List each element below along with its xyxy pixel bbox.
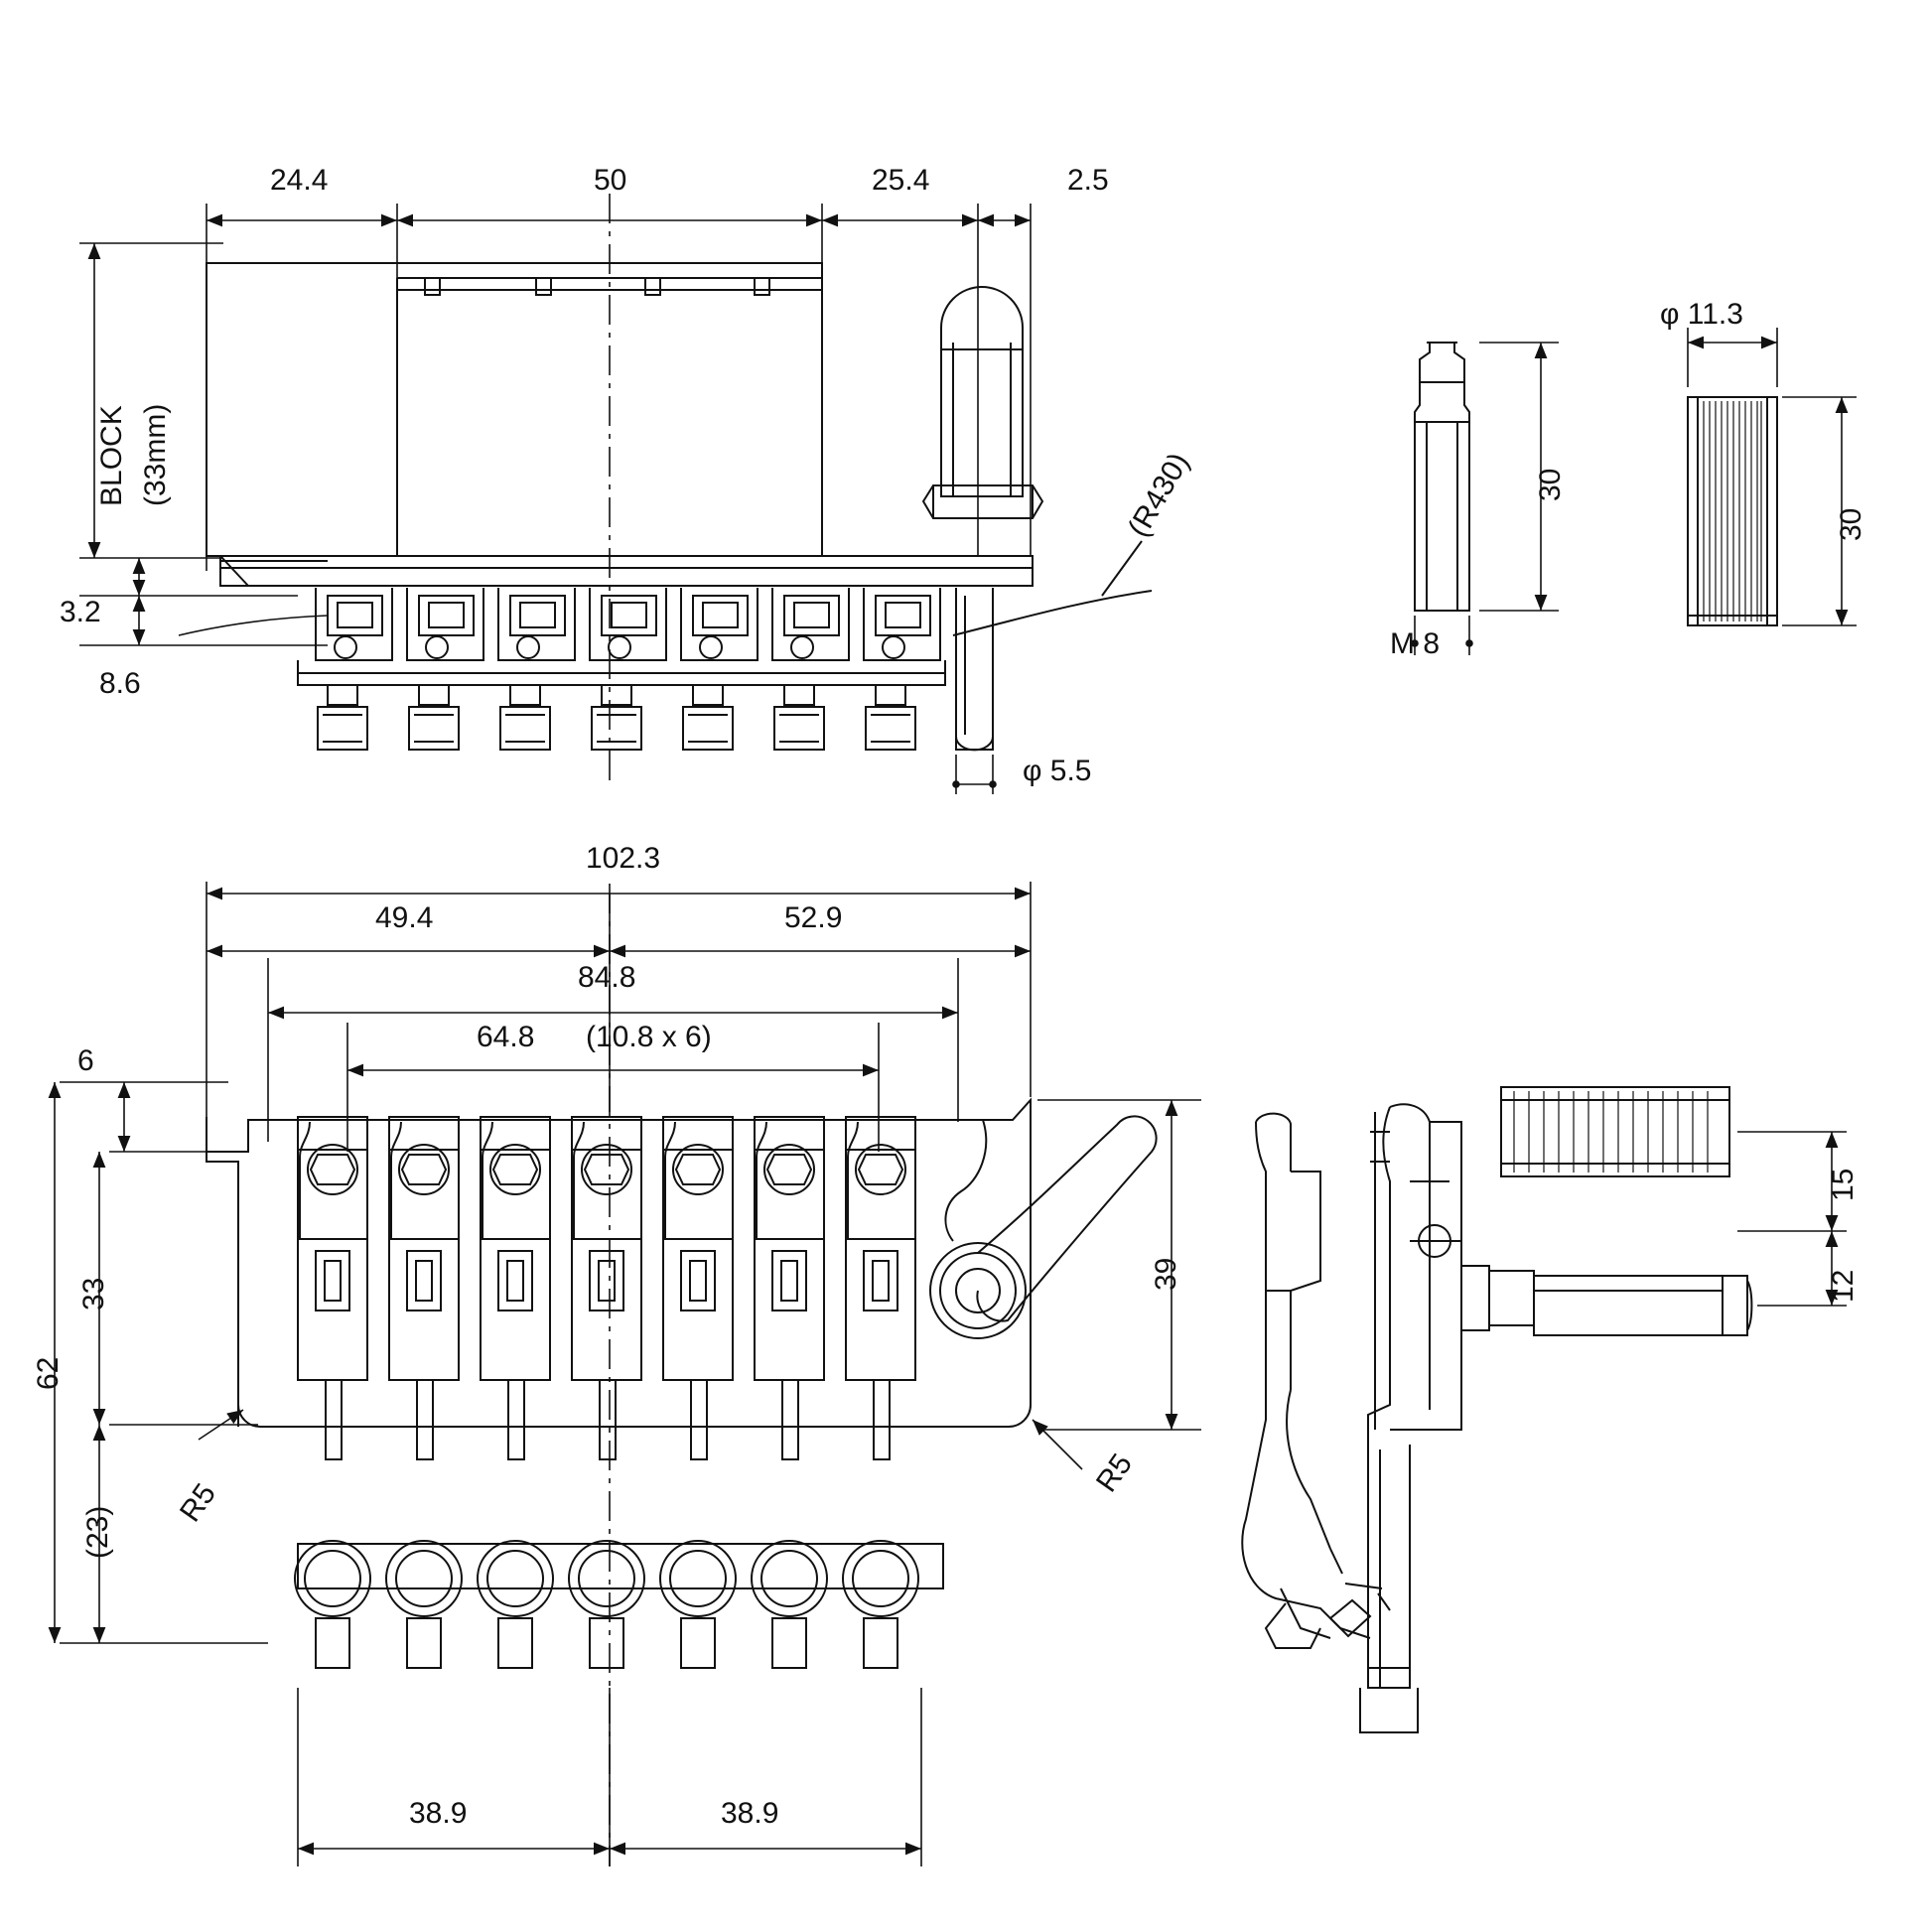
dim-stud-thread: M 8 — [1390, 627, 1441, 660]
dim-38-9-right: 38.9 — [721, 1797, 779, 1830]
dim-r5-left: R5 — [174, 1477, 223, 1528]
dim-24-4: 24.4 — [270, 164, 329, 197]
dim-64-8: 64.8 — [477, 1021, 535, 1053]
dim-6: 6 — [77, 1044, 94, 1077]
block-label-text: BLOCK — [95, 405, 128, 506]
dim-50: 50 — [594, 164, 627, 197]
dim-62: 62 — [32, 1356, 65, 1390]
block-size-text: (33mm) — [139, 403, 172, 506]
dim-pitch-note: (10.8 x 6) — [586, 1021, 712, 1053]
dim-12: 12 — [1827, 1269, 1860, 1303]
dim-stud-height: 30 — [1534, 468, 1567, 501]
dim-3-2: 3.2 — [60, 596, 101, 628]
dim-39: 39 — [1150, 1257, 1182, 1291]
dim-arm-diameter: φ 5.5 — [1023, 755, 1092, 787]
dim-r430: (R430) — [1122, 447, 1196, 543]
dim-38-9-left: 38.9 — [409, 1797, 468, 1830]
dim-r5-right: R5 — [1090, 1448, 1140, 1498]
dim-25-4: 25.4 — [872, 164, 930, 197]
dim-bushing-diameter: φ 11.3 — [1660, 298, 1743, 331]
dim-block-size — [139, 404, 173, 506]
dim-49-4: 49.4 — [375, 901, 434, 934]
dim-bushing-height: 30 — [1835, 507, 1867, 541]
dim-8-6: 8.6 — [99, 667, 141, 700]
dim-2-5: 2.5 — [1067, 164, 1109, 197]
dim-33: 33 — [77, 1277, 110, 1311]
dim-15: 15 — [1827, 1168, 1860, 1201]
dim-102-3: 102.3 — [586, 842, 661, 875]
dim-23: (23) — [81, 1505, 114, 1559]
dim-block-label — [95, 405, 129, 506]
dim-52-9: 52.9 — [784, 901, 843, 934]
dim-84-8: 84.8 — [578, 961, 636, 994]
